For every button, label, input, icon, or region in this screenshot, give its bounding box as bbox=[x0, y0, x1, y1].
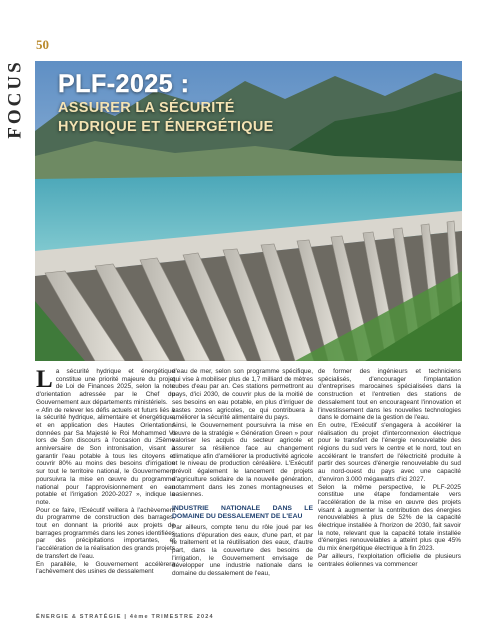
paragraph-text: a sécurité hydrique et énergétique constitue une priorité majeure du projet de Loi de Finances 2025, selon la note d'orientation adressée par le Chef du Gouvernement aux départements ministériels. bbox=[36, 368, 175, 406]
headline-title: PLF-2025 : bbox=[58, 70, 190, 98]
section-heading: INDUSTRIE NATIONALE DANS LE DOMAINE DU DESSALEMENT DE L'EAU bbox=[172, 504, 313, 520]
headline-subtitle-1: ASSURER LA SÉCURITÉ bbox=[58, 100, 235, 116]
page-number: 50 bbox=[36, 37, 49, 52]
article-paragraph: Pour ce faire, l'Exécutif veillera à l'achèvement du programme de construction des barrages, tout en donnant la priorité aux projets de barrages programmés dans les zones identifiées par des précipitations importantes, et l'accélération de la réalisation des grands projets de transfert de l'eau. bbox=[36, 506, 176, 560]
article-paragraph: Ainsi, le Gouvernement poursuivra la mise en œuvre de la stratégie « Génération Green » pour valoriser les acquis du secteur agricole et assurer sa résilience face au changement climatique afin d'améliorer la productivité agricole et le niveau de production céréalière. L'Exécutif prévoit également le lancement de projets d'agriculture solidaire de la nouvelle génération, notamment dans les zones montagneuses et oasiennes. bbox=[172, 421, 313, 499]
article-column-3 bbox=[318, 368, 461, 568]
article-paragraph: En parallèle, le Gouvernement accélèrera l'achèvement des usines de dessalement bbox=[36, 560, 175, 576]
section-label-text: FOCUS bbox=[5, 59, 26, 139]
article-paragraph: de former des ingénieurs et techniciens spécialisés, d'encourager l'implantation d'entreprises marocaines spécialisées dans la construction et l'entretien des stations de dessalement tout en encourageant l'innovation et l'investissement dans les nouvelles technologies dans le domaine de la gestion de l'eau. bbox=[318, 368, 461, 422]
page-footer: ÉNERGIE & STRATÉGIE | 4ème TRIMESTRE 2024 bbox=[36, 614, 214, 620]
article-paragraph: d'eau de mer, selon son programme spécifique, qui vise à mobiliser plus de 1,7 milliard de mètres cubes d'eau par an. Ces stations permettront au pays, d'ici 2030, de couvrir plus de la moitié de ses besoins en eau potable, en plus d'irriguer de vastes zones agricoles, ce qui contribuera à améliorer la sécurité alimentaire du pays. bbox=[172, 368, 313, 422]
article-headline bbox=[58, 71, 358, 136]
article-paragraph: Par ailleurs, compte tenu du rôle joué par les stations d'épuration des eaux, d'une part, et par le traitement et la réutilisation des eaux, d'autre part, dans la couverture des besoins de l'irrigation, le Gouvernement envisage de développer une industrie nationale dans le domaine du dessalement de l'eau, bbox=[172, 523, 313, 578]
article-column-1 bbox=[36, 368, 175, 576]
article-paragraph: Par ailleurs, l'exploitation officielle de plusieurs centrales éoliennes va commencer bbox=[318, 552, 461, 568]
section-label bbox=[5, 56, 27, 142]
headline-subtitle-2: HYDRIQUE ET ÉNERGÉTIQUE bbox=[58, 119, 274, 135]
article-column-2 bbox=[172, 368, 313, 578]
article-paragraph bbox=[36, 368, 175, 407]
article-paragraph: En outre, l'Exécutif s'engagera à accélérer la réalisation du projet d'interconnexion électrique pour le transfert de l'énergie renouvelable des régions du sud vers le centre et le nord, tout en accélérant le transfert de l'électricité produite à partir des sources d'énergie renouvelable du sud au nord-ouest du pays avec une capacité d'environ 3.000 mégawatts d'ici 2027. bbox=[318, 421, 461, 483]
article-paragraph: Selon la même perspective, le PLF-2025 constitue une étape fondamentale vers l'accélération de la mise en œuvre des projets visant à augmenter la contribution des énergies renouvelables à plus de 52% de la capacité électrique installée à l'horizon de 2030, fait savoir la note, relevant que la capacité totale installée d'énergies renouvelables a atteint plus que 45% du mix énergétique électrique à fin 2023. bbox=[318, 483, 461, 553]
drop-cap: L bbox=[36, 366, 53, 393]
article-paragraph: « Afin de relever les défis actuels et futurs liés à la sécurité hydrique, alimentaire et énergétique, et en application des Hautes Orientations données par Sa Majesté le Roi Mohammed VI lors de Son discours à l'occasion du 25ème anniversaire de Son intronisation, visant à garantir l'eau potable à tous les citoyens et couvrir 80% au moins des besoins d'irrigation sur tout le territoire national, le Gouvernement poursuivra la mise en œuvre du programme national pour l'approvisionnement en eau potable et l'irrigation 2020-2027 », indique la note. bbox=[36, 406, 175, 506]
